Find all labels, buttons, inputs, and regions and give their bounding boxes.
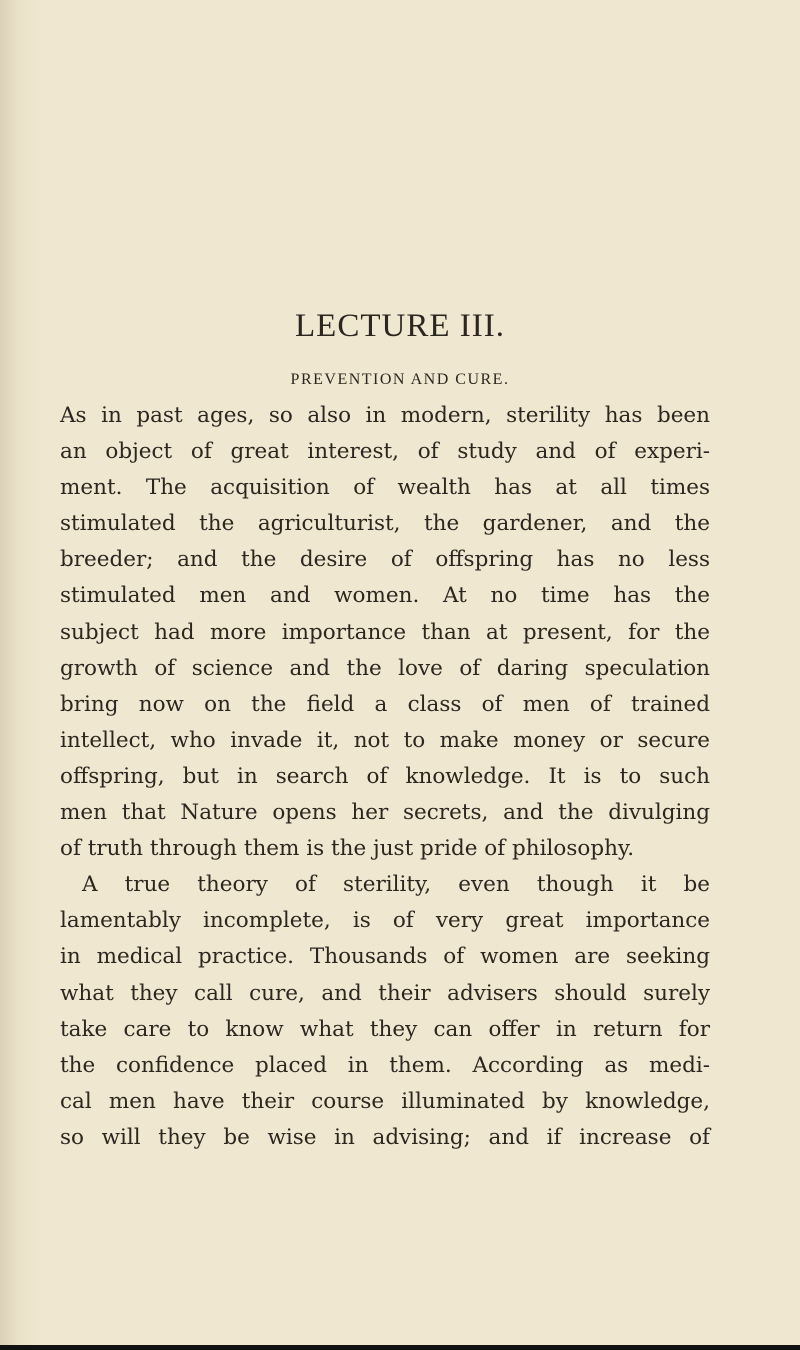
- text-line: men that Nature opens her secrets, and the divulging: [60, 800, 710, 826]
- text-line: so will they be wise in advising; and if increase of: [60, 1124, 710, 1150]
- text-line: growth of science and the love of daring speculation: [60, 655, 710, 681]
- text-line: breeder; and the desire of offspring has no less: [60, 547, 710, 573]
- text-line: stimulated men and women. At no time has the: [60, 583, 710, 609]
- text-line: A true theory of sterility, even though it be: [82, 872, 710, 898]
- text-line: stimulated the agriculturist, the gardener, and the: [60, 511, 710, 537]
- section-subtitle: PREVENTION AND CURE.: [290, 371, 510, 388]
- text-line: in medical practice. Thousands of women are seeking: [60, 944, 710, 970]
- text-line: intellect, who invade it, not to make money or secure: [60, 727, 710, 753]
- body-text: [60, 398, 710, 1156]
- text-line: bring now on the field a class of men of trained: [60, 691, 710, 717]
- text-line: lamentably incomplete, is of very great importance: [60, 908, 710, 934]
- text-line: an object of great interest, of study and of experi-: [60, 439, 710, 465]
- lecture-title: LECTURE III.: [295, 308, 505, 344]
- text-line: of truth through them is the just pride of philosophy.: [60, 836, 635, 862]
- text-line: As in past ages, so also in modern, sterility has been: [60, 403, 710, 428]
- page-bottom-edge: [0, 1345, 800, 1350]
- text-line: cal men have their course illuminated by knowledge,: [60, 1088, 710, 1114]
- text-line: subject had more importance than at present, for the: [60, 619, 710, 645]
- text-line: the confidence placed in them. According as medi-: [60, 1052, 710, 1078]
- text-line: ment. The acquisition of wealth has at all times: [60, 475, 710, 501]
- text-line: what they call cure, and their advisers should surely: [60, 980, 710, 1006]
- text-line: take care to know what they can offer in return for: [60, 1016, 710, 1042]
- text-line: offspring, but in search of knowledge. It is to such: [60, 763, 710, 789]
